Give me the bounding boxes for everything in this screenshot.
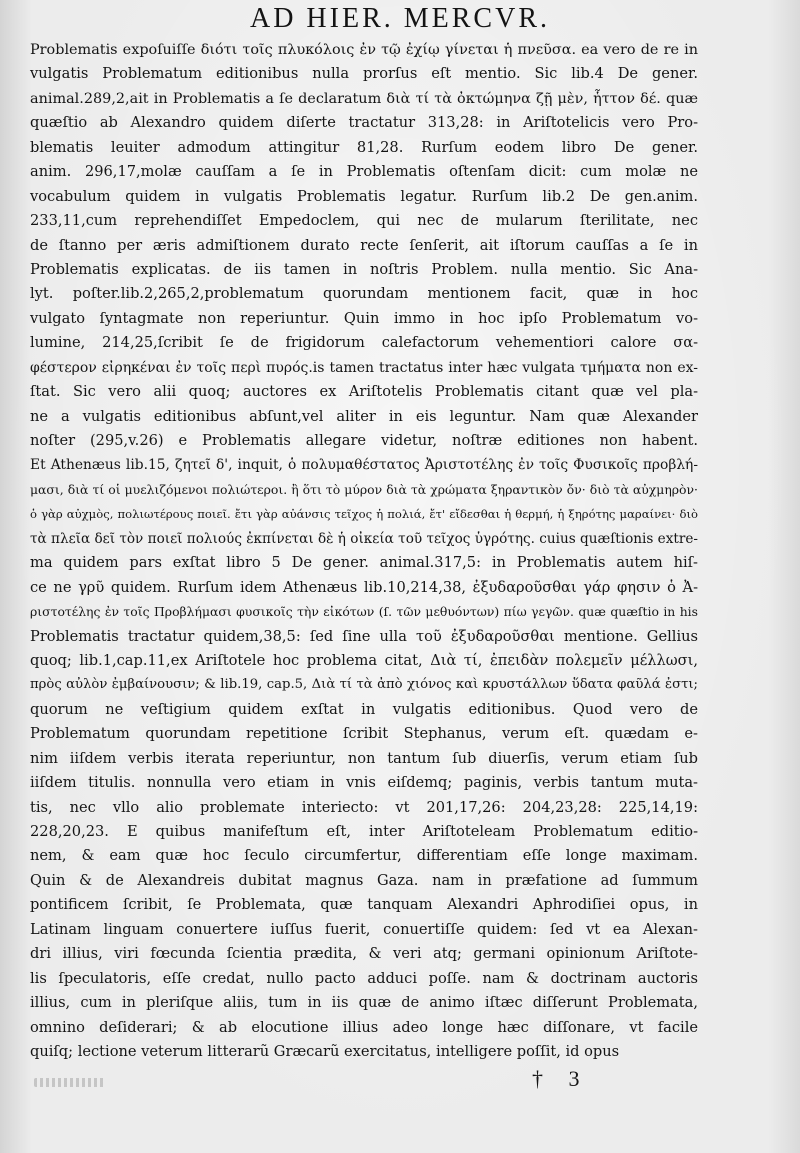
text-line: ſtat. Sic vero alii quoq; auctores ex Ariſtotelis Problematis citant quæ vel pla- [30,383,698,401]
text-line: nem, & eam quæ hoc ſeculo circumfertur, differentiam eſſe longe maximam. [30,847,698,865]
text-line: vocabulum quidem in vulgatis Problematis legatur. Rurſum lib.2 De gen.anim. [30,187,698,205]
text-line: lis ſpeculatoris, eſſe credat, nullo pacto adduci poſſe. nam & doctrinam auctoris [30,969,698,987]
text-line: ce ne γρῦ quidem. Rurſum idem Athenæus lib.10,214,38, ἐξυδαροῦσθαι γάρ φησιν ὁ Ἀ- [30,578,698,596]
text-line: pontificem ſcribit, ſe Problemata, quæ tanquam Alexandri Aphrodiſiei opus, in [30,896,698,914]
text-line: quiſq; lectione veterum litterarũ Græcarũ exercitatus, intelligere poſſit, id opus [30,1042,620,1060]
text-line: dri illius, viri fœcunda ſcientia prædita, & veri atq; germani opinionum Ariſtote- [30,945,698,963]
text-line: animal.289,2,ait in Problematis a ſe declaratum διὰ τί τὰ ὀκτώμηνα ζῇ μὲν, ἧττον δέ. quæ [30,90,698,107]
text-line: Latinam linguam conuertere iuſſus fuerit, conuertiſſe quidem: ſed vt ea Alexan- [30,920,698,938]
text-line: quæſtio ab Alexandro quidem diſerte tractatur 313,28: in Ariſtotelicis vero Pro- [30,114,698,132]
signature-mark: † 3 [532,1066,590,1091]
text-line: vulgatis Problematum editionibus nulla prorſus eſt mentio. Sic lib.4 De gener. [30,65,698,83]
text-line: Problematis expoſuiſſe διότι τοῖς πλυκόλοις ἐν τῷ ἐχίῳ γίνεται ἡ πνεῦσα. ea vero de re in [30,42,698,58]
text-line: Problematis tractatur quidem,38,5: ſed ſine ulla τοῦ ἐξυδαροῦσθαι mentione. Gellius [30,627,698,645]
text-line: vulgato ſyntagmate non reperiuntur. Quin immo in hoc ipſo Problematum vo- [30,309,698,327]
text-line: anim. 296,17,molæ cauſſam a ſe in Problematis oſtenſam dicit: cum molæ ne [30,163,698,181]
text-line: Quin & de Alexandreis dubitat magnus Gaza. nam in præfatione ad ſummum [30,871,698,889]
text-line: iiſdem titulis. nonnulla vero etiam in vnis eiſdemq; paginis, verbis tantum muta- [30,774,698,792]
text-line: 233,11,cum reprehendiſſet Empedoclem, qui nec de mularum ſterilitate, nec [30,212,698,230]
text-line: ma quidem pars exſtat libro 5 De gener. animal.317,5: in Problematis autem hiſ- [30,554,698,572]
text-line: ὁ γὰρ αὐχμὸς, πολιωτέρους ποιεῖ. ἔτι γὰρ αὐάνσις τεῖχος ἡ πολιά, ἔτ' εἴδεσθαι ἡ θερμή, ἡ ξηρότης μαραίνει· διὸ [30,507,698,522]
text-line: nim iiſdem verbis iterata reperiuntur, non tantum ſub diuerſis, verum etiam ſub [30,749,698,767]
text-line: quorum ne veſtigium quidem exſtat in vulgatis editionibus. Quod vero de [30,700,698,718]
text-line: tis, nec vllo alio problemate interiecto: vt 201,17,26: 204,23,28: 225,14,19: [30,798,698,816]
text-line: omnino deſiderari; & ab elocutione illius adeo longe hæc diſſonare, vt facile [30,1018,698,1036]
text-line: φέστερον εἰρηκέναι ἐν τοῖς περὶ πυρός.is tamen tractatus inter hæc vulgata τμήματα non ex- [30,359,698,376]
text-line: 228,20,23. E quibus manifeſtum eſt, inter Ariſtoteleam Problematum editio- [30,823,698,840]
text-line: Problematum quorundam repetitione ſcribit Stephanus, verum eſt. quædam e- [30,725,698,743]
text-line: quoq; lib.1,cap.11,ex Ariſtotele hoc problema citat, Διὰ τί, ἐπειδὰν πολεμεῖν μέλλωσι, [30,651,698,669]
text-line: πρὸς αὐλὸν ἐμβαίνουσιν; & lib.19, cap.5, Διὰ τί τὰ ἀπὸ χιόνος καὶ κρυστάλλων ὕδατα φαῦλά ἐστι; [30,677,698,693]
ink-bleed-through [34,1078,106,1087]
text-line: τὰ πλεῖα δεῖ τὸν ποιεῖ πολιούς ἐκπίνεται δὲ ἡ οἰκεία τοῦ τεῖχος ὑγρότης. cuius quæſtionis extre- [30,530,698,547]
text-line: μασι, διὰ τί οἱ μυελιζόμενοι πολιώτεροι. ἢ ὅτι τὸ μύρον διὰ τὰ χρώματα ξηραντικὸν ὄν· διὸ τὰ αὐχμηρὸν· [30,481,698,497]
text-line: ne a vulgatis editionibus abſunt,vel aliter in eis leguntur. Nam quæ Alexander [30,407,698,425]
text-line: ριστοτέλης ἐν τοῖς Προβλήμασι φυσικοῖς τὴν εἰκότων (ſ. τῶν μεθυόντων) πίω γεγῶν. quæ quæſtio in his [30,604,698,620]
text-line: blematis leuiter admodum attingitur 81,28. Rurſum eodem libro De gener. [30,138,698,156]
text-line: Problematis explicatas. de iis tamen in noſtris Problem. nulla mentio. Sic Ana- [30,260,698,278]
text-line: de ſtanno per æris admiſtionem durato recte ſenſerit, ait iſtorum cauſſas a ſe in [30,236,698,254]
text-line: lyt. poſter.lib.2,265,2,problematum quorundam mentionem facit, quæ in hoc [30,285,698,303]
running-head: AD HIER. MERCVR. [249,3,550,34]
text-line: illius, cum in pleriſque aliis, tum in iis quæ de animo iſtæc diſſerunt Problemata, [30,994,698,1012]
body-text [30,38,698,1064]
text-line: lumine, 214,25,ſcribit ſe de frigidorum calefactorum vehementiori calore σα- [30,334,698,352]
text-line: noſter (295,v.26) e Problematis allegare videtur, noſtræ editiones non habent. [30,432,698,449]
text-line: Et Athenæus lib.15, ζητεῖ δ', inquit, ὁ πολυμαθέστατος Ἀριστοτέλης ἐν τοῖς Φυσικοῖς προβλή- [30,457,698,474]
